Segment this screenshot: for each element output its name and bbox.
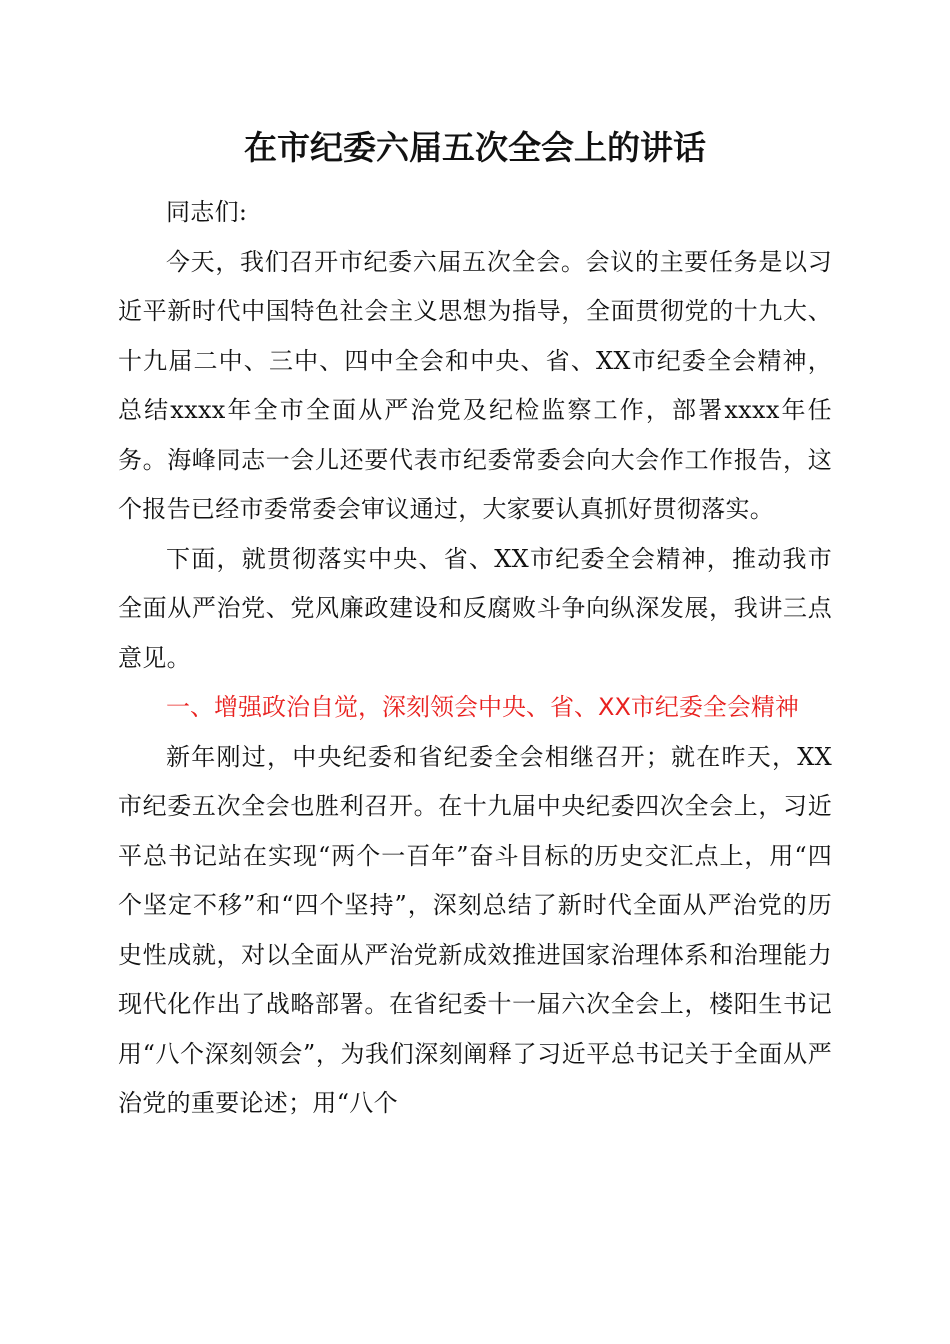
paragraph-2: 下面，就贯彻落实中央、省、XX市纪委全会精神，推动我市全面从严治党、党风廉政建设和反腐败斗争向纵深发展，我讲三点意见。 (118, 544, 832, 672)
section-heading: 一、增强政治自觉，深刻领会中央、省、XX市纪委全会精神 (166, 693, 799, 721)
document-title: 在市纪委六届五次全会上的讲话 (244, 128, 706, 167)
document-page (118, 118, 832, 1129)
section-paragraph: 新年刚过，中央纪委和省纪委全会相继召开；就在昨天，XX市纪委五次全会也胜利召开。在十九届中央纪委四次全会上，习近平总书记站在实现“两个一百年”奋斗目标的历史交汇点上，用“四个坚定不移”和“四个坚持”，深刻总结了新时代全面从严治党的历史性成就，对以全面从严治党新成效推进国家治理体系和治理能力现代化作出了战略部署。在省纪委十一届六次全会上，楼阳生书记用“八个深刻领会”，为我们深刻阐释了习近平总书记关于全面从严治党的重要论述；用“八个 (118, 742, 832, 1117)
salutation: 同志们: (166, 198, 248, 226)
paragraph-1: 今天，我们召开市纪委六届五次全会。会议的主要任务是以习近平新时代中国特色社会主义思想为指导，全面贯彻党的十九大、十九届二中、三中、四中全会和中央、省、XX市纪委全会精神，总结xxxx年全市全面从严治党及纪检监察工作，部署xxxx年任务。海峰同志一会儿还要代表市纪委常委会向大会作工作报告，这个报告已经市委常委会审议通过，大家要认真抓好贯彻落实。 (118, 247, 832, 523)
